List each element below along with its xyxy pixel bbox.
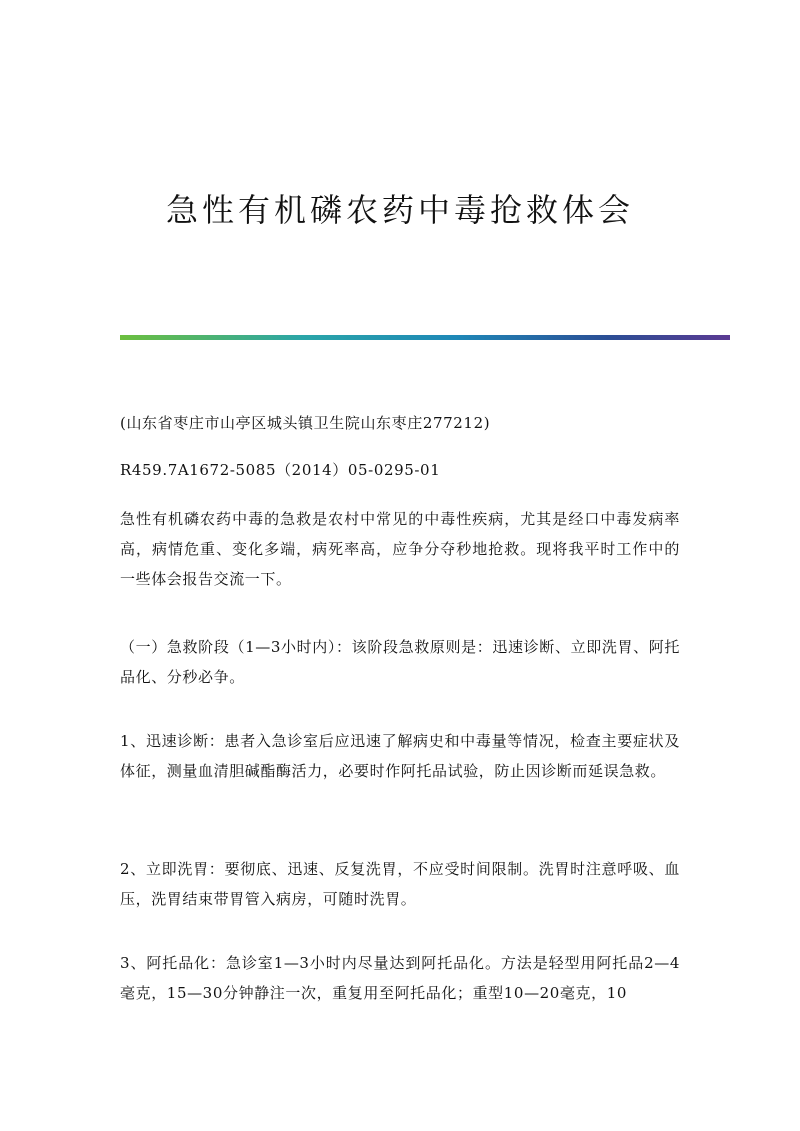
classification-line: R459.7A1672-5085（2014）05-0295-01: [120, 461, 441, 479]
paragraph-atropinization: 3、阿托品化：急诊室1—3小时内尽量达到阿托品化。方法是轻型用阿托品2—4毫克，15—30分钟静注一次，重复用至阿托品化；重型10—20毫克，10: [120, 954, 680, 1002]
affiliation-line: (山东省枣庄市山亭区城头镇卫生院山东枣庄277212): [120, 414, 491, 432]
page-title: 急性有机磷农药中毒抢救体会: [165, 191, 634, 229]
paragraph-rapid-diagnosis: 1、迅速诊断：患者入急诊室后应迅速了解病史和中毒量等情况，检查主要症状及体征，测量血清胆碱酯酶活力，必要时作阿托品试验，防止因诊断而延误急救。: [120, 732, 680, 780]
paragraph-intro: 急性有机磷农药中毒的急救是农村中常见的中毒性疾病，尤其是经口中毒发病率高，病情危重、变化多端，病死率高，应争分夺秒地抢救。现将我平时工作中的一些体会报告交流一下。: [120, 510, 680, 588]
title-divider: [120, 335, 730, 340]
paragraph-stage-one: （一）急救阶段（1—3小时内）：该阶段急救原则是：迅速诊断、立即洗胃、阿托品化、分秒必争。: [120, 638, 680, 686]
paragraph-gastric-lavage: 2、立即洗胃：要彻底、迅速、反复洗胃，不应受时间限制。洗胃时注意呼吸、血压，洗胃结束带胃管入病房，可随时洗胃。: [120, 860, 680, 908]
